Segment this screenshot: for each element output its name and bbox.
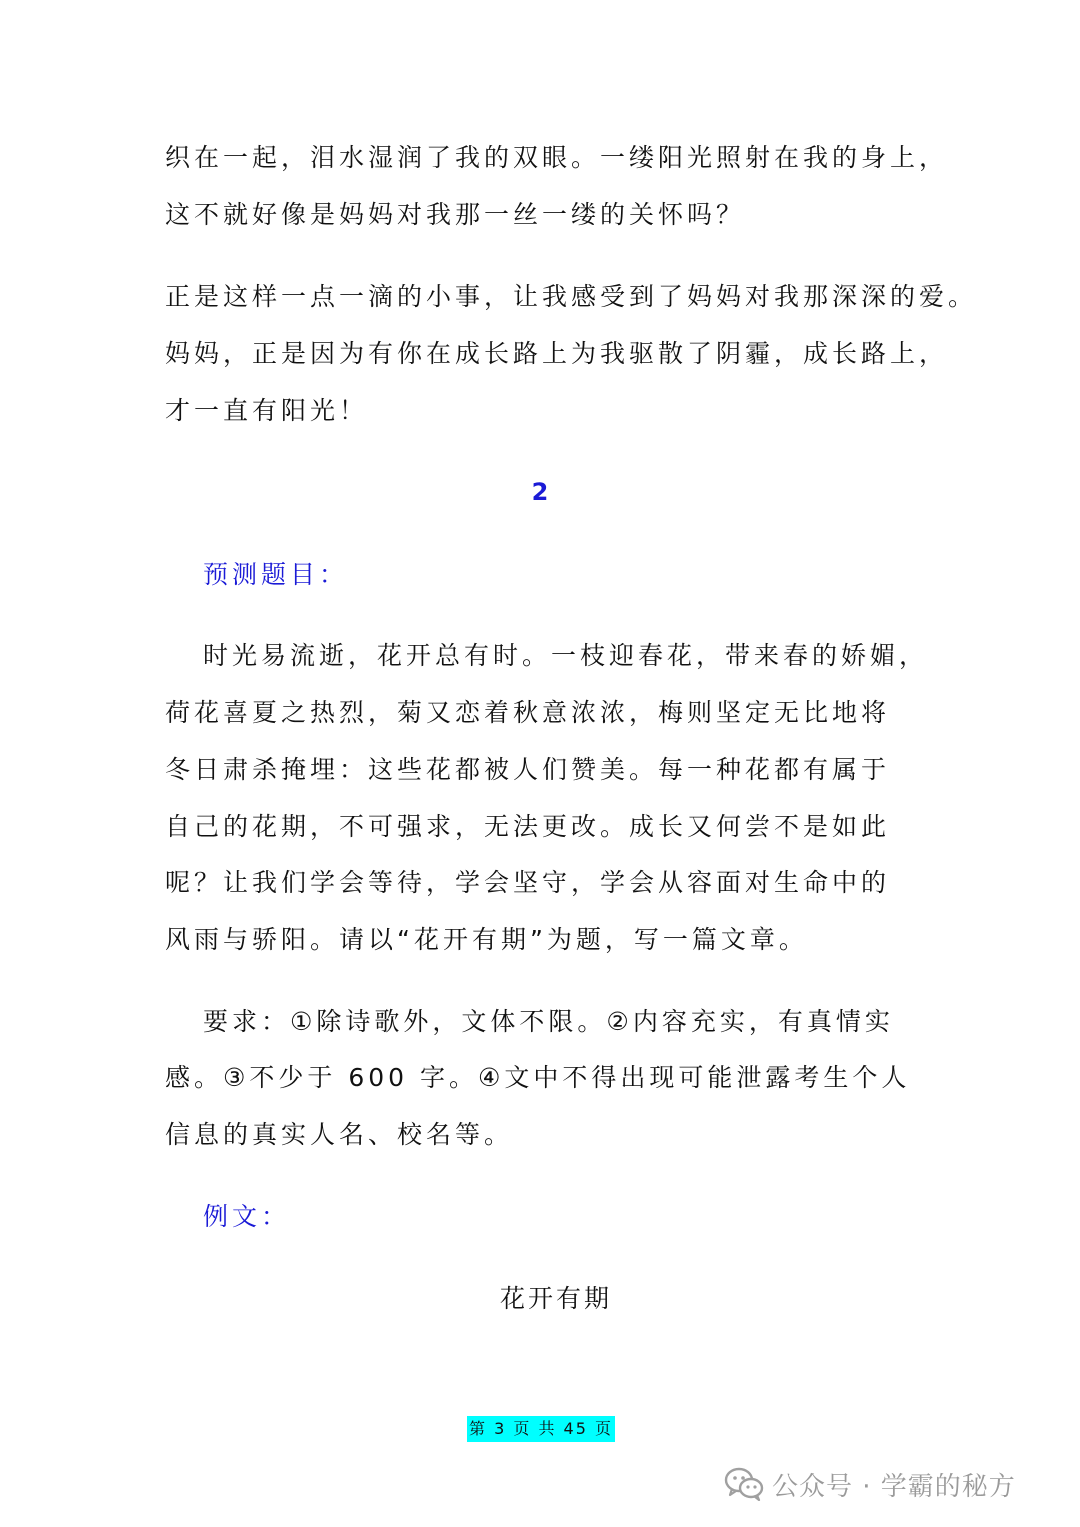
sample-essay-title: 花开有期: [499, 1284, 612, 1313]
essay-end-paragraph-1-line-2: 这不就好像是妈妈对我那一丝一缕的关怀吗？: [165, 200, 746, 229]
watermark: [724, 1462, 1016, 1506]
requirements-line-2: 感。③不少于 600 字。④文中不得出现可能泄露考生个人: [165, 1063, 911, 1092]
prompt-line-3: 冬日肃杀掩埋：这些花都被人们赞美。每一种花都有属于: [165, 755, 891, 784]
sample-essay-heading: 例文：: [203, 1202, 291, 1231]
prediction-heading: 预测题目：: [203, 560, 349, 589]
essay-end-paragraph-2-line-3: 才一直有阳光！: [165, 396, 369, 425]
prompt-line-1: 时光易流逝，花开总有时。一枝迎春花，带来春的娇媚，: [203, 641, 929, 670]
section-number: 2: [531, 478, 549, 506]
prompt-line-4: 自己的花期，不可强求，无法更改。成长又何尝不是如此: [165, 812, 891, 841]
prompt-line-6: 风雨与骄阳。请以“花开有期”为题，写一篇文章。: [165, 925, 808, 954]
watermark-text: 公众号 · 学霸的秘方: [772, 1471, 1016, 1502]
page-indicator: 第 3 页 共 45 页: [467, 1416, 615, 1442]
wechat-icon: [724, 1467, 764, 1501]
prompt-line-2: 荷花喜夏之热烈，菊又恋着秋意浓浓，梅则坚定无比地将: [165, 698, 891, 727]
requirements-line-3: 信息的真实人名、校名等。: [165, 1120, 514, 1149]
essay-end-paragraph-1-line-1: 织在一起，泪水湿润了我的双眼。一缕阳光照射在我的身上，: [165, 143, 949, 172]
essay-end-paragraph-2-line-1: 正是这样一点一滴的小事，让我感受到了妈妈对我那深深的爱。: [165, 282, 978, 311]
requirements-line-1: 要求：①除诗歌外，文体不限。②内容充实，有真情实: [203, 1007, 894, 1036]
essay-end-paragraph-2-line-2: 妈妈，正是因为有你在成长路上为我驱散了阴霾，成长路上，: [165, 339, 949, 368]
prompt-line-5: 呢？让我们学会等待，学会坚守，学会从容面对生命中的: [165, 868, 891, 897]
